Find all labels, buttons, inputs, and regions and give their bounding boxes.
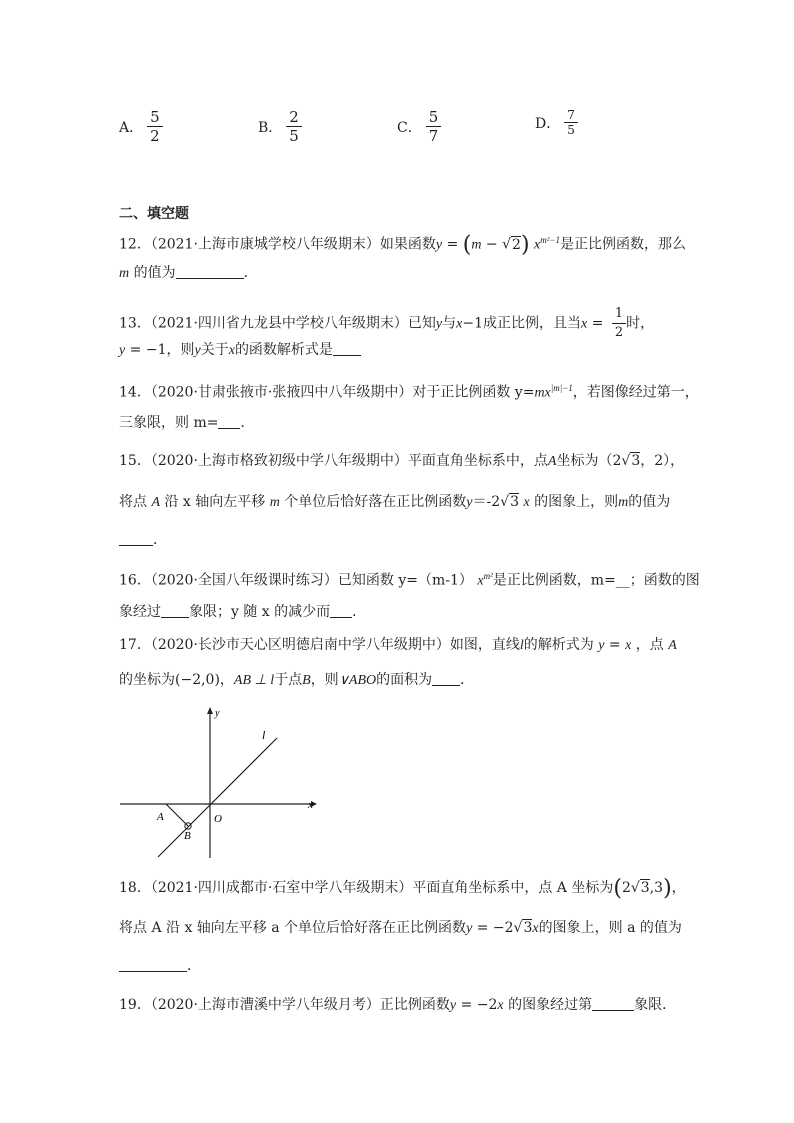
question-15-line3: ．: [119, 530, 167, 550]
option-a: [119, 108, 163, 145]
question-13-line1: 13．（2021·四川省九龙县中学校八年级期末）已知y与x−1成正比例，且当x = $\frac{1}{2}$ 时，: [119, 306, 655, 340]
answer-blank[interactable]: [218, 414, 240, 429]
answer-blank[interactable]: [592, 996, 634, 1011]
l-label: l: [262, 728, 266, 742]
option-letter: D．: [535, 115, 561, 132]
question-14-line1: 14．（2020·甘肃张掖市·张掖四中八年级期中）对于正比例函数 $y=mx^{|m|-1}$，若图像经过第一，: [119, 383, 699, 401]
question-15-line1: 15．（2020·上海市格致初级中学八年级期中）平面直角坐标系中，点A坐标为（2√3，2），: [119, 453, 685, 469]
fraction: $\frac{5}{2}$: [147, 108, 163, 145]
question-16-line2: 象经过 象限；y 随 x 的减少而 ．: [119, 604, 367, 620]
question-18-line1: 18．（2021·四川成都市·石室中学八年级期末）平面直角坐标系中，点 A 坐标为(2√3,3)，: [119, 876, 686, 901]
answer-blank[interactable]: [432, 671, 460, 686]
a-label: A: [157, 811, 164, 823]
question-15-line2: 将点 A 沿 x 轴向左平移 m 个单位后恰好落在正比例函数y＝-2√3 x 的图象上，则m的值为: [119, 494, 671, 510]
answer-blank[interactable]: [333, 341, 361, 356]
option-c: [397, 108, 441, 145]
answer-blank[interactable]: [176, 264, 244, 279]
option-d: [535, 108, 578, 137]
coordinate-figure: [115, 700, 335, 865]
question-17-line1: 17．（2020·长沙市天心区明德启南中学八年级期中）如图，直线l的解析式为 y = x ，点 A: [119, 637, 677, 653]
x-label: x: [308, 799, 313, 811]
question-19-line1: 19．（2020·上海市漕溪中学八年级月考）正比例函数y = −2x 的图象经过第 象限．: [119, 997, 677, 1013]
answer-blank[interactable]: [330, 603, 352, 618]
question-13-line2: y = −1，则y关于x的函数解析式是: [119, 340, 361, 361]
fraction: $\frac{5}{7}$: [426, 108, 442, 145]
fraction: $\frac{7}{5}$: [564, 108, 578, 137]
o-label: O: [214, 813, 222, 825]
answer-blank[interactable]: [119, 531, 153, 546]
question-14-line2: 三象限，则 m= ．: [119, 415, 255, 431]
answer-blank[interactable]: [119, 957, 187, 972]
option-b: [258, 108, 302, 145]
question-18-line3: ．: [119, 956, 201, 976]
option-letter: C．: [397, 119, 422, 136]
fraction: $\frac{2}{5}$: [286, 108, 302, 145]
answer-blank[interactable]: [161, 603, 189, 618]
option-letter: A．: [119, 119, 144, 136]
option-letter: B．: [258, 119, 283, 136]
section-title: 二、填空题: [119, 206, 189, 222]
question-12-line2: m 的值为 ．: [119, 265, 258, 281]
question-18-line2: 将点 A 沿 x 轴向左平移 a 个单位后恰好落在正比例函数y = −2√3x的图象上，则 a 的值为: [119, 920, 682, 936]
question-12-line1: 12．（2021·上海市康城学校八年级期末）如果函数y = (m − √2) $x^{m^2-1}$是正比例函数，那么: [119, 232, 687, 258]
question-16-line1: 16．（2020·全国八年级课时练习）已知函数 y=（m-1） $x^{m^2}$是正比例函数，m=__；函数的图: [119, 571, 700, 589]
segment-ab: [166, 804, 188, 826]
y-label: y: [215, 708, 220, 719]
b-label: B: [184, 830, 191, 842]
question-17-line2: 的坐标为(−2,0)，AB ⊥ l于点B，则∨ABO的面积为 ．: [119, 672, 475, 688]
y-axis-arrow: [207, 707, 213, 714]
line-l: [158, 738, 277, 857]
